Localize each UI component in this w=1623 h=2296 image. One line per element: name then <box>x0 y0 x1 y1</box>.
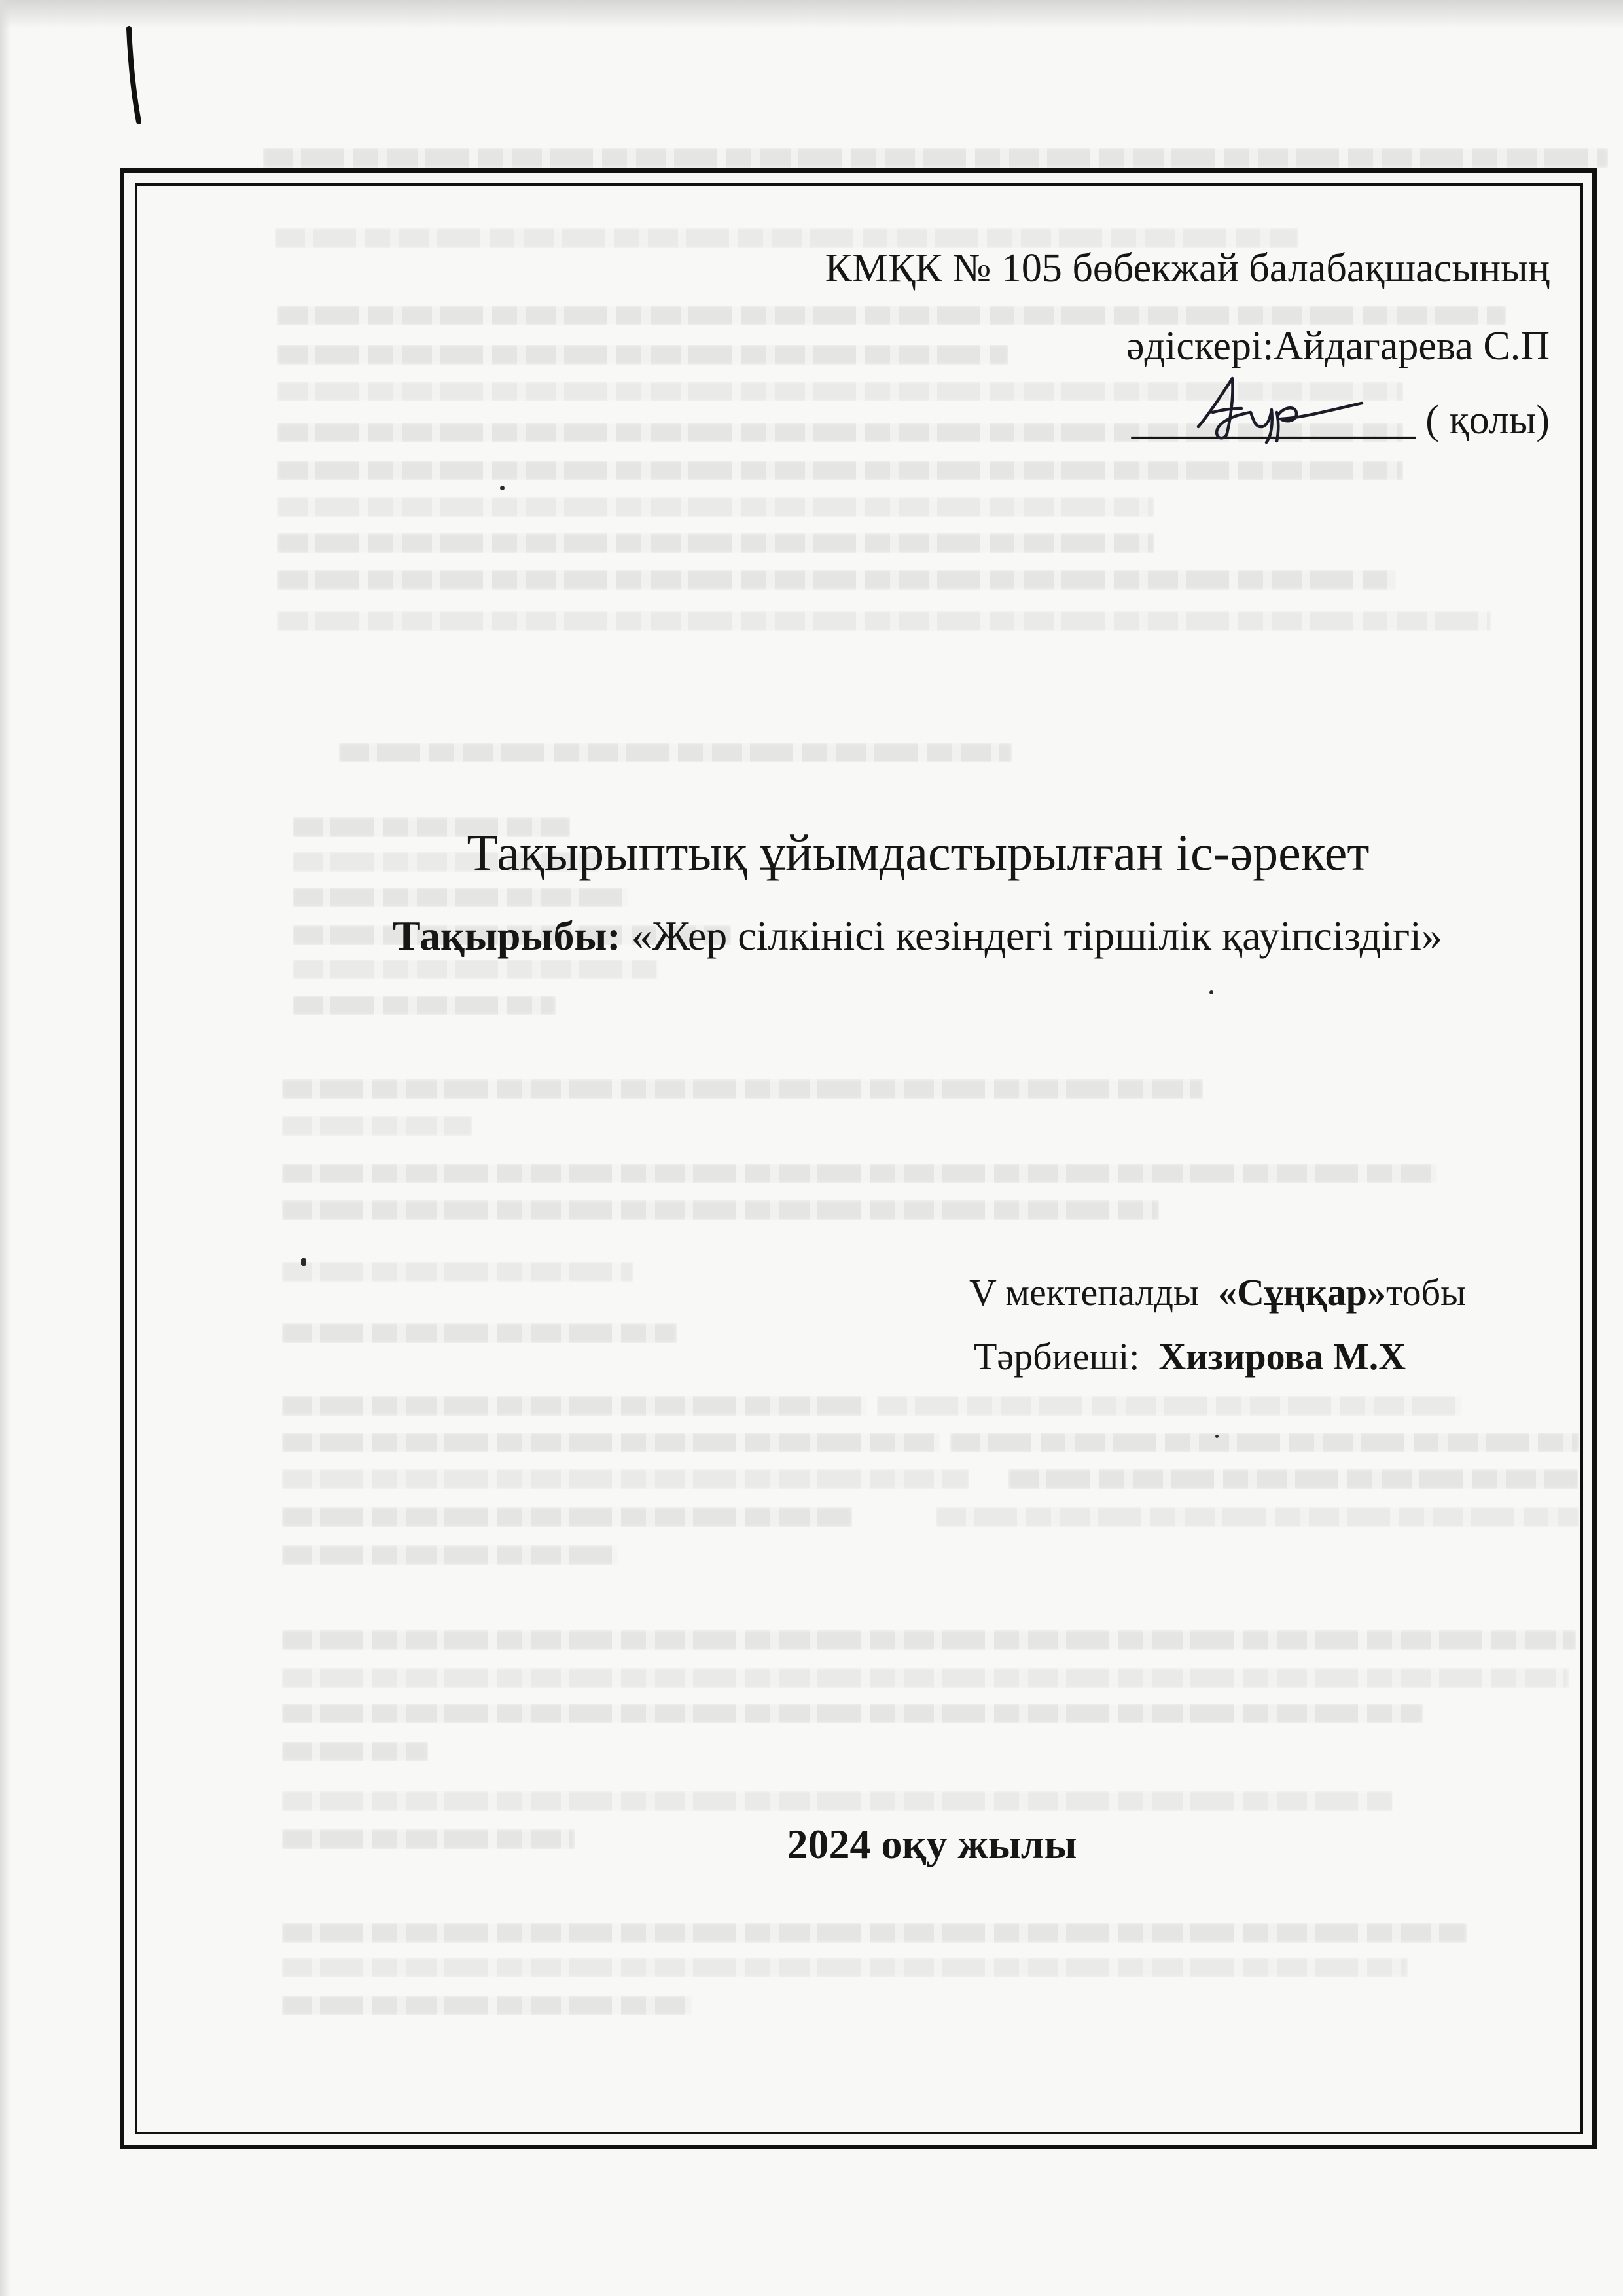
group-suffix: тобы <box>1386 1271 1467 1314</box>
teacher-name: Хизирова М.Х <box>1158 1335 1406 1378</box>
group-prefix: V мектепалды <box>969 1271 1219 1314</box>
teacher-label: Тәрбиеші: <box>974 1335 1159 1378</box>
handwritten-signature <box>1194 370 1364 444</box>
group-line <box>969 1271 1467 1314</box>
group-name: «Сұңқар» <box>1218 1271 1386 1314</box>
document-title: Тақырыптық ұйымдастырылған іс-әрекет <box>467 824 1370 881</box>
topic-label: Тақырыбы: <box>392 912 621 959</box>
signature-blank: ______________ <box>1131 398 1416 442</box>
topic-line <box>392 912 1443 959</box>
teacher-line <box>974 1335 1406 1378</box>
topic-text: «Жер сілкінісі кезіндегі тіршілік қауіпсіздігі» <box>620 912 1443 959</box>
academic-year: 2024 оқу жылы <box>787 1821 1077 1867</box>
methodist-line: әдіскері:Айдагарева С.П <box>1126 324 1550 368</box>
bleed-through-line <box>263 148 1608 168</box>
scan-artifact-stroke <box>121 25 154 127</box>
signature-label: ( қолы) <box>1415 398 1550 442</box>
organization-line: КМҚК № 105 бөбекжай балабақшасының <box>825 246 1550 291</box>
